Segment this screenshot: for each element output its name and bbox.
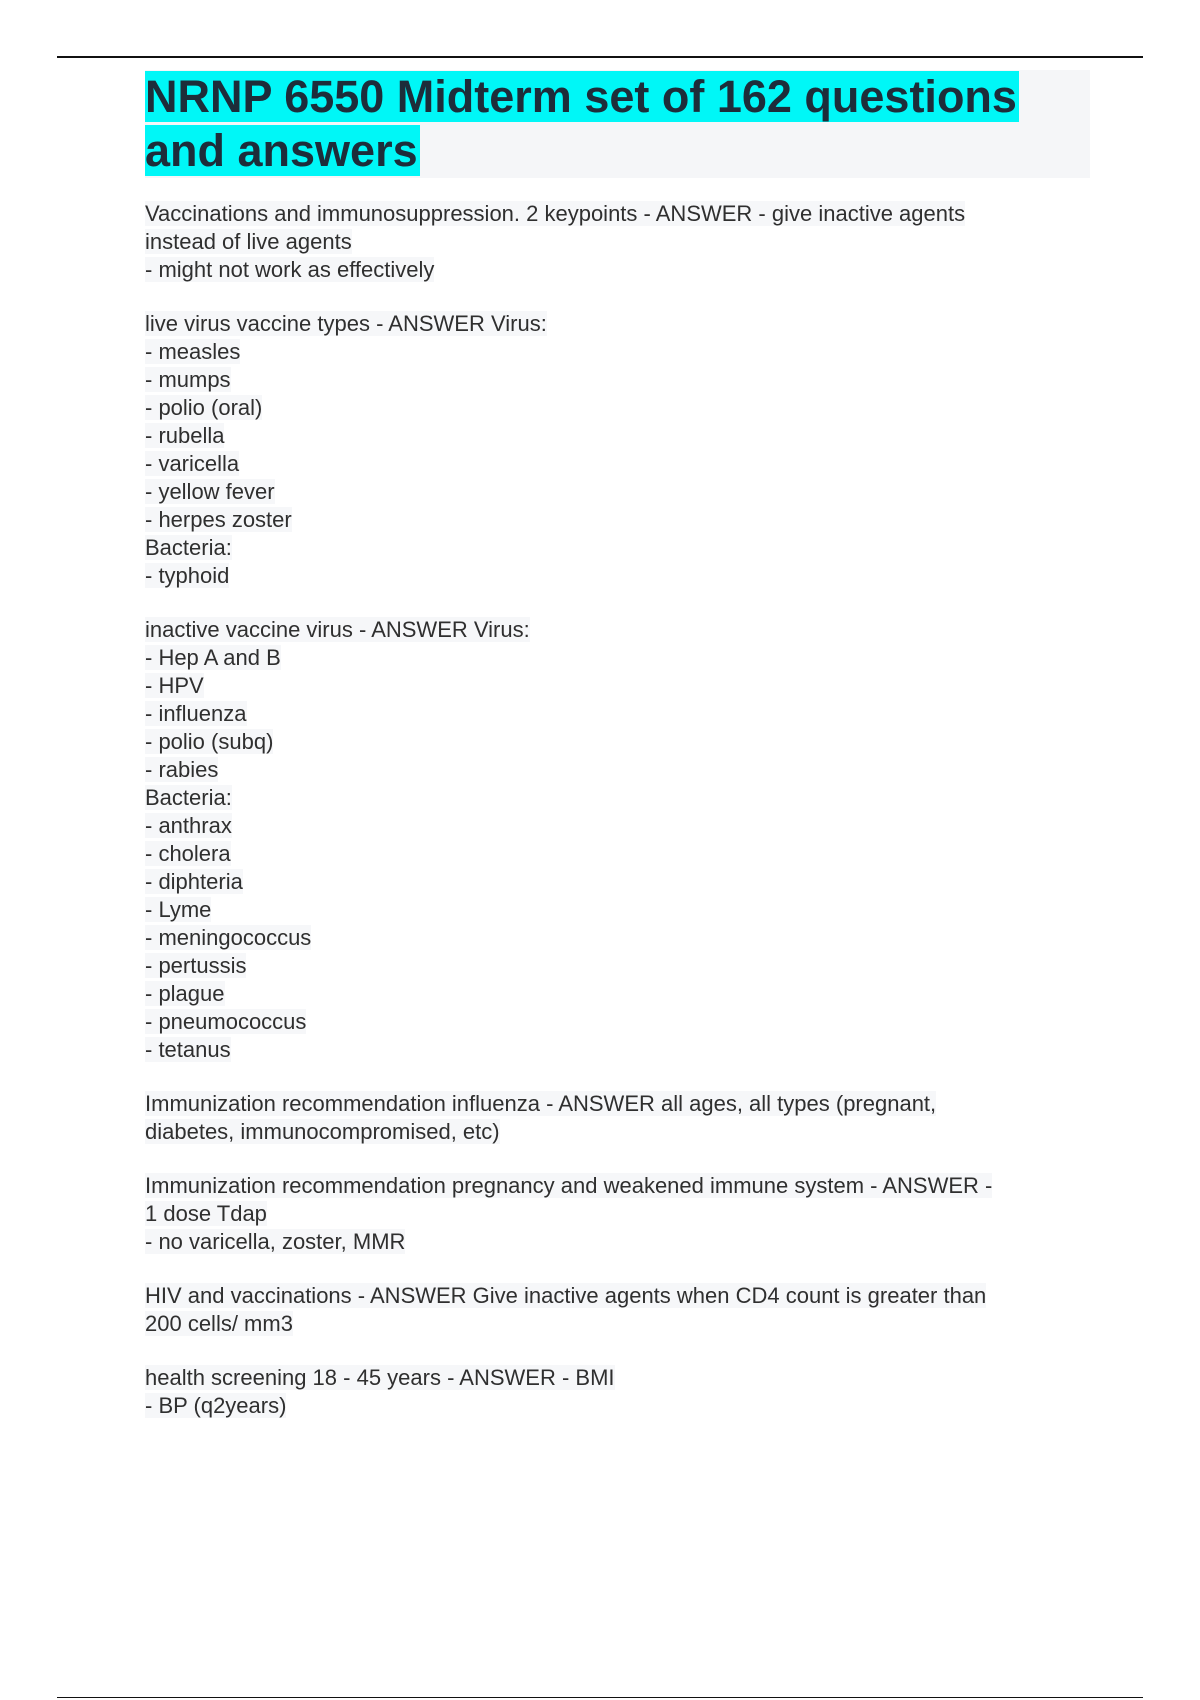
qa-answer-line [145, 784, 1090, 812]
qa-line-text: - yellow fever [145, 479, 275, 504]
qa-answer-line [145, 1200, 1090, 1228]
document-body [145, 70, 1090, 1446]
qa-line-text: - measles [145, 339, 241, 364]
qa-line-text: Bacteria: [145, 535, 232, 560]
qa-line-text: - pneumococcus [145, 1009, 307, 1034]
qa-answer-line [145, 1392, 1090, 1420]
qa-line-text: HIV and vaccinations - ANSWER Give inactive agents when CD4 count is greater than [145, 1283, 987, 1308]
qa-answer-line [145, 644, 1090, 672]
qa-question-line [145, 1090, 1090, 1118]
qa-line-text: - polio (oral) [145, 395, 263, 420]
qa-line-text: health screening 18 - 45 years - ANSWER - BMI [145, 1365, 615, 1390]
qa-line-text: - pertussis [145, 953, 247, 978]
qa-question-line [145, 1172, 1090, 1200]
qa-line-text: - influenza [145, 701, 247, 726]
qa-line-text: 200 cells/ mm3 [145, 1311, 293, 1336]
qa-line-text: - BP (q2years) [145, 1393, 287, 1418]
qa-answer-line [145, 1118, 1090, 1146]
qa-answer-line [145, 394, 1090, 422]
qa-answer-line [145, 840, 1090, 868]
qa-line-text: - meningococcus [145, 925, 312, 950]
qa-line-text: instead of live agents [145, 229, 352, 254]
qa-line-text: - diphteria [145, 869, 243, 894]
qa-question-line [145, 310, 1090, 338]
qa-answer-line [145, 256, 1090, 284]
qa-answer-line [145, 896, 1090, 924]
qa-list [145, 200, 1090, 1420]
qa-answer-line [145, 756, 1090, 784]
qa-answer-line [145, 980, 1090, 1008]
qa-answer-line [145, 700, 1090, 728]
qa-line-text: - typhoid [145, 563, 230, 588]
qa-answer-line [145, 868, 1090, 896]
qa-line-text: - rubella [145, 423, 225, 448]
qa-line-text: - Hep A and B [145, 645, 281, 670]
qa-answer-line [145, 1310, 1090, 1338]
qa-line-text: - HPV [145, 673, 204, 698]
qa-line-text: - mumps [145, 367, 231, 392]
qa-answer-line [145, 534, 1090, 562]
qa-answer-line [145, 812, 1090, 840]
qa-question-line [145, 200, 1090, 228]
qa-answer-line [145, 228, 1090, 256]
qa-answer-line [145, 478, 1090, 506]
qa-answer-line [145, 952, 1090, 980]
qa-answer-line [145, 506, 1090, 534]
qa-line-text: live virus vaccine types - ANSWER Virus: [145, 311, 547, 336]
bottom-rule [57, 1697, 1143, 1698]
qa-entry [145, 1364, 1090, 1420]
qa-line-text: - rabies [145, 757, 219, 782]
qa-answer-line [145, 450, 1090, 478]
qa-line-text: - cholera [145, 841, 231, 866]
qa-line-text: Bacteria: [145, 785, 232, 810]
qa-entry [145, 1172, 1090, 1256]
qa-line-text: Vaccinations and immunosuppression. 2 keypoints - ANSWER - give inactive agents [145, 201, 966, 226]
qa-line-text: diabetes, immunocompromised, etc) [145, 1119, 500, 1144]
title-highlight: NRNP 6550 Midterm set of 162 questions and answers [145, 71, 1017, 176]
qa-line-text: - no varicella, zoster, MMR [145, 1229, 406, 1254]
qa-question-line [145, 1364, 1090, 1392]
qa-answer-line [145, 1008, 1090, 1036]
qa-line-text: - tetanus [145, 1037, 231, 1062]
qa-line-text: - might not work as effectively [145, 257, 435, 282]
qa-line-text: Immunization recommendation pregnancy and weakened immune system - ANSWER - [145, 1173, 993, 1198]
document-title [145, 70, 1090, 178]
qa-answer-line [145, 672, 1090, 700]
title-block [145, 70, 1090, 178]
qa-entry [145, 200, 1090, 284]
qa-entry [145, 616, 1090, 1064]
qa-line-text: - plague [145, 981, 225, 1006]
qa-entry [145, 310, 1090, 590]
qa-answer-line [145, 1228, 1090, 1256]
qa-answer-line [145, 728, 1090, 756]
qa-answer-line [145, 1036, 1090, 1064]
top-rule [57, 56, 1143, 58]
qa-line-text: - polio (subq) [145, 729, 274, 754]
qa-question-line [145, 616, 1090, 644]
qa-question-line [145, 1282, 1090, 1310]
qa-line-text: - Lyme [145, 897, 212, 922]
qa-answer-line [145, 562, 1090, 590]
qa-line-text: 1 dose Tdap [145, 1201, 267, 1226]
qa-answer-line [145, 422, 1090, 450]
qa-entry [145, 1090, 1090, 1146]
qa-answer-line [145, 924, 1090, 952]
qa-answer-line [145, 366, 1090, 394]
qa-entry [145, 1282, 1090, 1338]
qa-line-text: - varicella [145, 451, 240, 476]
qa-line-text: - anthrax [145, 813, 232, 838]
qa-answer-line [145, 338, 1090, 366]
qa-line-text: inactive vaccine virus - ANSWER Virus: [145, 617, 530, 642]
qa-line-text: - herpes zoster [145, 507, 292, 532]
qa-line-text: Immunization recommendation influenza - ANSWER all ages, all types (pregnant, [145, 1091, 937, 1116]
